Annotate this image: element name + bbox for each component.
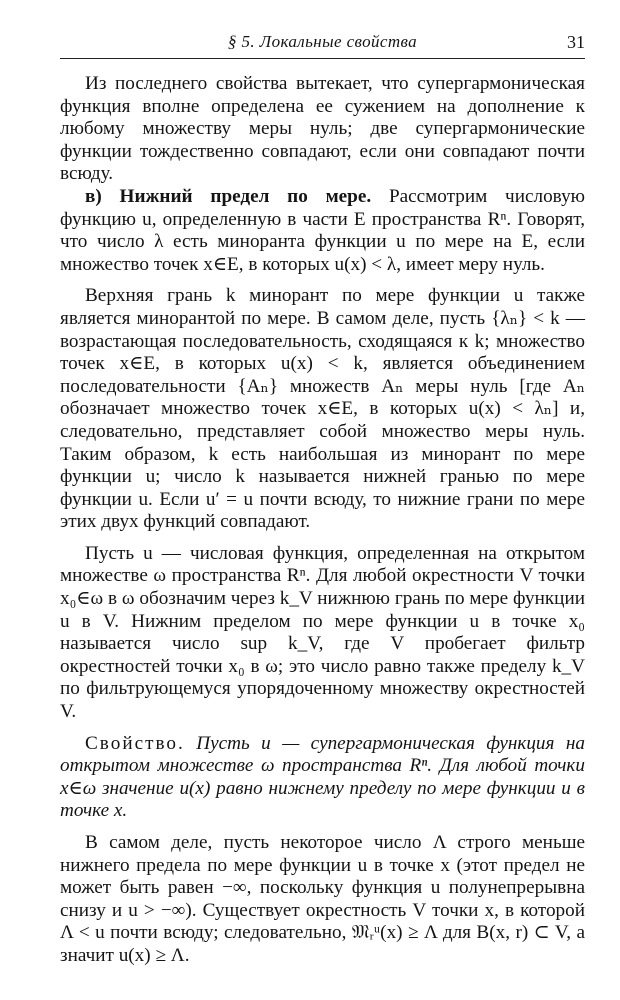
minorant-definition-text: Рассмотрим числовую функцию u, определенную в части E пространства Rⁿ. Говорят, что число λ есть миноранта функции u по мере на E, если множество точек x∈E, в которых u(x) < λ, имеет меру нуль. (60, 185, 585, 275)
property-label: Свойство. (85, 732, 185, 754)
paragraph-upper-bound-minorants: Верхняя грань k минорант по мере функции u также является минорантой по мере. В самом деле, пусть {λₙ} < k — возрастающая последовательность, сходящаяся к k; множество точек x∈E, в которых u(x) < k, является объединением последовательности {Aₙ} множеств Aₙ меры нуль [где Aₙ обозначает множество точек x∈E, в которых u(x) < λₙ] и, следовательно, представляет собой множество меры нуль. Таким образом, k есть наибольшая из минорант по мере функции u; число k называется нижней гранью по мере функции u. Если u′ = u почти всюду, то нижние грани по мере этих двух функций совпадают. (60, 285, 585, 533)
running-head: § 5. Локальные свойства (227, 32, 418, 51)
book-page (60, 32, 585, 972)
paragraph-property-statement (60, 733, 585, 823)
page-number: 31 (567, 32, 585, 52)
paragraph-proof: В самом деле, пусть некоторое число Λ строго меньше нижнего предела по мере функции u в точке x (этот предел не может быть равен −∞, поскольку функция u полунепрерывна снизу и u > −∞). Существует окрестность V точки x, в которой Λ < u почти всюду; следовательно, 𝔐ᵣᵘ(x) ≥ Λ для B(x, r) ⊂ V, а значит u(x) ≥ Λ. (60, 832, 585, 966)
property-statement-text: Пусть u — супергармоническая функция на открытом множестве ω пространства Rⁿ. Для любой точки x∈ω значение u(x) равно нижнему пределу по мере функции u в точке x. (60, 732, 585, 822)
paragraph-lower-limit-definition (60, 186, 585, 276)
section-heading-lower-limit: в) Нижний предел по мере. (85, 185, 372, 207)
paragraph-superharmonic-determination: Из последнего свойства вытекает, что супергармоническая функция вполне определена ее сужением на дополнение к любому множеству меры нуль; две супергармонические функции тождественно совпадают, если они совпадают почти всюду. (60, 73, 585, 185)
paragraph-lower-limit-at-point: Пусть u — числовая функция, определенная на открытом множестве ω пространства Rⁿ. Для любой окрестности V точки x₀∈ω в ω обозначим через k_V нижнюю грань по мере функции u в V. Нижним пределом по мере функции u в точке x₀ называется число sup k_V, где V пробегает фильтр окрестностей точки x₀ в ω; это число равно также пределу k_V по фильтрующемуся упорядоченному множеству окрестностей V. (60, 542, 585, 723)
page-header (60, 32, 585, 59)
